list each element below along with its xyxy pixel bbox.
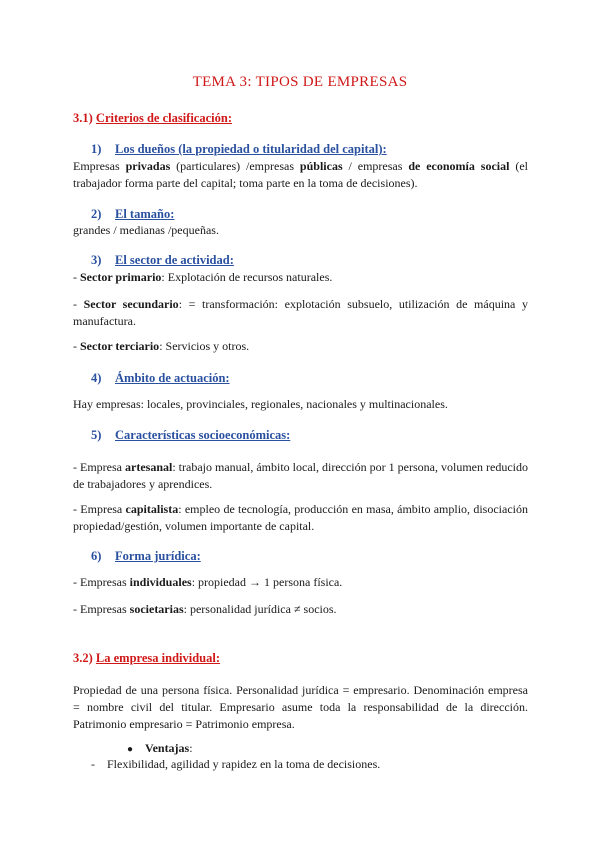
criterion-heading-legal-form: 6) Forma jurídica:	[91, 549, 201, 563]
criterion-text-owners: Empresas privadas (particulares) /empresas públicas / empresas de economía social (el trabajador forma parte del capital; toma parte en la toma de decisiones).	[73, 159, 529, 190]
individual-company-text: Propiedad de una persona física. Personalidad jurídica = empresario. Denominación empresa = nombre civil del titular. Empresario asume toda la responsabilidad de la dirección. Patrimonio empresario = Patrimonio empresa.	[73, 683, 528, 731]
list-item: - Sector secundario: = transformación: explotación subsuelo, utilización de máquina y manufactura.	[73, 297, 528, 328]
section-number: 3.2)	[73, 651, 93, 665]
criterion-heading-socioeconomic: 5) Características socioeconómicas:	[91, 428, 291, 442]
dash-icon: -	[91, 757, 95, 771]
list-item: - Empresa capitalista: empleo de tecnología, producción en masa, ámbito amplio, disociación propiedad/gestión, volumen importante de capital.	[73, 502, 528, 533]
bullet-icon: ●	[127, 744, 134, 755]
section-heading-3-1	[73, 111, 232, 126]
criterion-heading-scope: 4) Ámbito de actuación:	[91, 371, 230, 385]
list-item: - Flexibilidad, agilidad y rapidez en la toma de decisiones.	[91, 757, 381, 771]
criterion-heading-owners: 1) Los dueños (la propiedad o titularidad del capital):	[91, 142, 387, 156]
section-title: La empresa individual:	[95, 651, 221, 665]
list-item: - Empresas societarias: personalidad jurídica ≠ socios.	[73, 602, 337, 616]
list-item: - Sector primario: Explotación de recursos naturales.	[73, 270, 333, 284]
criterion-heading-size: 2) El tamaño:	[91, 207, 175, 221]
section-title: Criterios de clasificación:	[95, 111, 232, 125]
document-title: TEMA 3: TIPOS DE EMPRESAS	[192, 74, 408, 90]
section-heading-3-2	[73, 651, 220, 666]
list-item: - Sector terciario: Servicios y otros.	[73, 339, 250, 353]
criterion-text-size: grandes / medianas /pequeñas.	[73, 223, 219, 237]
list-item: - Empresa artesanal: trabajo manual, ámbito local, dirección por 1 persona, volumen reducido de trabajadores y aprendices.	[73, 460, 528, 491]
criterion-text-scope: Hay empresas: locales, provinciales, regionales, nacionales y multinacionales.	[73, 397, 448, 411]
list-item: - Empresas individuales: propiedad → 1 persona física.	[73, 575, 343, 589]
bullet-ventajas: ● Ventajas:	[127, 741, 193, 755]
section-number: 3.1)	[73, 111, 93, 125]
criterion-heading-sector: 3) El sector de actividad:	[91, 253, 234, 267]
